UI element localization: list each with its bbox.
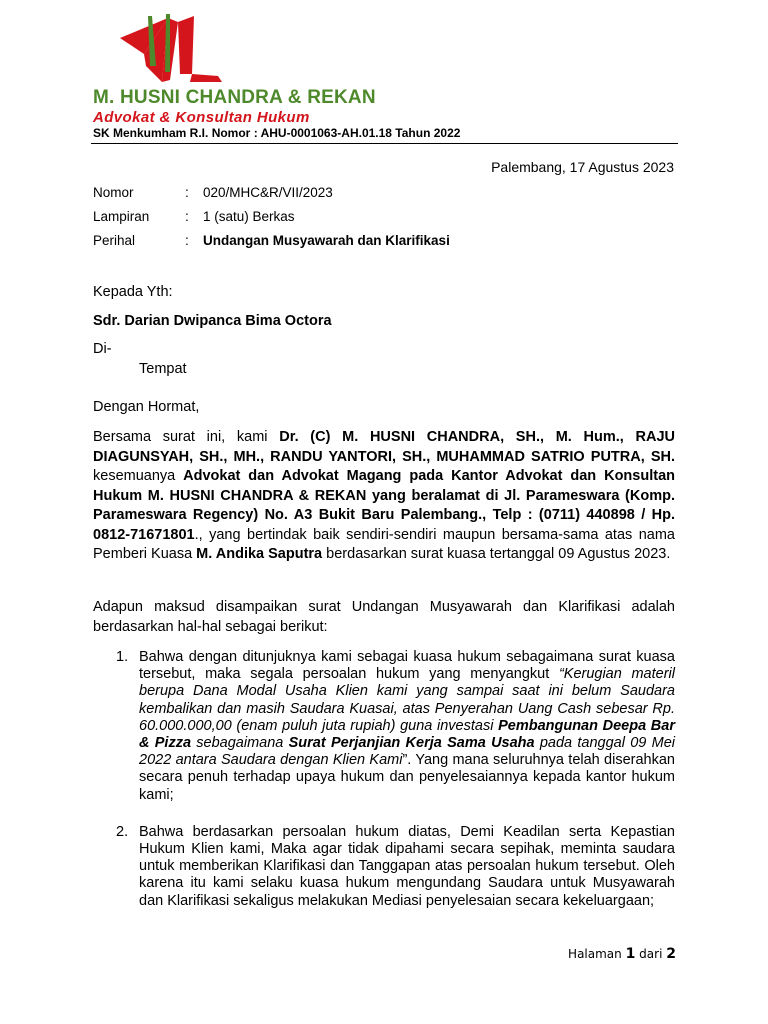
- meta-key: Lampiran: [93, 209, 150, 224]
- client-name: M. Andika Saputra: [196, 546, 323, 562]
- salutation: Dengan Hormat,: [93, 399, 200, 415]
- point-italic: sebagaimana: [191, 735, 289, 752]
- page-number: [568, 946, 676, 962]
- meta-key: Nomor: [93, 185, 134, 200]
- page-current: 1: [625, 946, 636, 962]
- point-bold-italic: Pembangunan Deepa Bar & Pizza: [139, 717, 675, 752]
- point-text: Bahwa dengan ditunjuknya kami sebagai kuasa hukum sebagaimana surat kuasa tersebut, maka segala persoalan hukum yang menyangkut: [139, 649, 675, 683]
- intro-text-1: Bersama surat ini, kami: [93, 429, 280, 445]
- firm-sk-number: SK Menkumham R.I. Nomor : AHU-0001063-AH.01.18 Tahun 2022: [93, 126, 461, 140]
- point-text: ”. Yang mana seluruhnya telah diserahkan secara penuh terhadap upaya hukum dan penyelesaiannya kepada kantor hukum kami;: [139, 752, 675, 803]
- page-total: 2: [666, 946, 676, 962]
- list-item: [93, 824, 675, 910]
- intro-text-4: berdasarkan surat kuasa tertanggal 09 Agustus 2023.: [322, 546, 671, 562]
- list-number: 2.: [116, 823, 129, 840]
- page-of: dari: [639, 947, 663, 961]
- meta-key: Perihal: [93, 233, 136, 248]
- point-bold-italic: Surat Perjanjian Kerja Sama Usaha: [288, 735, 535, 752]
- points-list: [93, 649, 675, 910]
- meta-separator: :: [185, 233, 189, 248]
- point-text: Bahwa berdasarkan persoalan hukum diatas, Demi Keadilan serta Kepastian Hukum Klien kami, Maka agar tidak dipahami secara sepihak, meminta saudara untuk memberikan Klarifikasi dan Tanggapan atas persoalan hukum tersebut. Oleh karena itu kami selaku kuasa hukum mengundang Saudara untuk Musyawarah dan Klarifikasi sekaligus melakukan Mediasi penyelesaian secara kekeluargaan;: [139, 823, 675, 909]
- letterhead-divider: [91, 143, 678, 144]
- page-label: Halaman: [568, 947, 622, 961]
- meta-value: Undangan Musyawarah dan Klarifikasi: [203, 233, 450, 248]
- recipient-greeting: Kepada Yth:: [93, 284, 173, 300]
- meta-row-perihal: [93, 233, 450, 248]
- meta-row-lampiran: [93, 209, 295, 224]
- recipient-name: Sdr. Darian Dwipanca Bima Octora: [93, 313, 332, 329]
- firm-subtitle: Advokat & Konsultan Hukum: [93, 109, 310, 126]
- list-item: [93, 649, 675, 804]
- firm-name: M. HUSNI CHANDRA & REKAN: [93, 87, 376, 108]
- meta-separator: :: [185, 209, 189, 224]
- meta-row-nomor: [93, 185, 333, 200]
- list-number: 1.: [116, 649, 129, 665]
- intro-text-2: kesemuanya: [93, 468, 184, 484]
- purpose-paragraph: Adapun maksud disampaikan surat Undangan Musyawarah dan Klarifikasi adalah berdasarkan hal-hal sebagai berikut:: [93, 599, 675, 635]
- hc-monogram-logo: [118, 14, 222, 84]
- firm-address: Advokat dan Advokat Magang pada Kantor Advokat dan Konsultan Hukum M. HUSNI CHANDRA & REKAN yang beralamat di Jl. Parameswara (Komp. Parameswara Regency) No. A3 Bukit Baru Palembang., Telp : (0711) 440898 / Hp. 0812-71671801: [93, 468, 675, 543]
- advocate-names: Dr. (C) M. HUSNI CHANDRA, SH., M. Hum., RAJU DIAGUNSYAH, SH., MH., RANDU YANTORI, SH., MUHAMMAD SATRIO PUTRA, SH.: [93, 429, 675, 465]
- letter-date: Palembang, 17 Agustus 2023: [491, 159, 674, 175]
- meta-separator: :: [185, 185, 189, 200]
- point-italic: “Kerugian materil berupa Dana Modal Usaha Klien kami yang sampai saat ini belum Saudara kembalikan dan masih Saudara Kuasai, atas Penyerahan Uang Cash sebesar Rp. 60.000.000,00 (enam puluh juta rupiah) guna investasi: [139, 666, 675, 734]
- intro-paragraph: [93, 428, 675, 565]
- meta-value: 020/MHC&R/VII/2023: [203, 185, 333, 200]
- meta-value: 1 (satu) Berkas: [203, 209, 295, 224]
- point-italic: pada tanggal 09 Mei 2022 antara Saudara dengan Klien Kami: [139, 735, 676, 769]
- recipient-di: Di-: [93, 341, 112, 357]
- recipient-place: Tempat: [139, 361, 187, 377]
- intro-text-3: ., yang bertindak baik sendiri-sendiri maupun bersama-sama atas nama Pemberi Kuasa: [93, 526, 675, 562]
